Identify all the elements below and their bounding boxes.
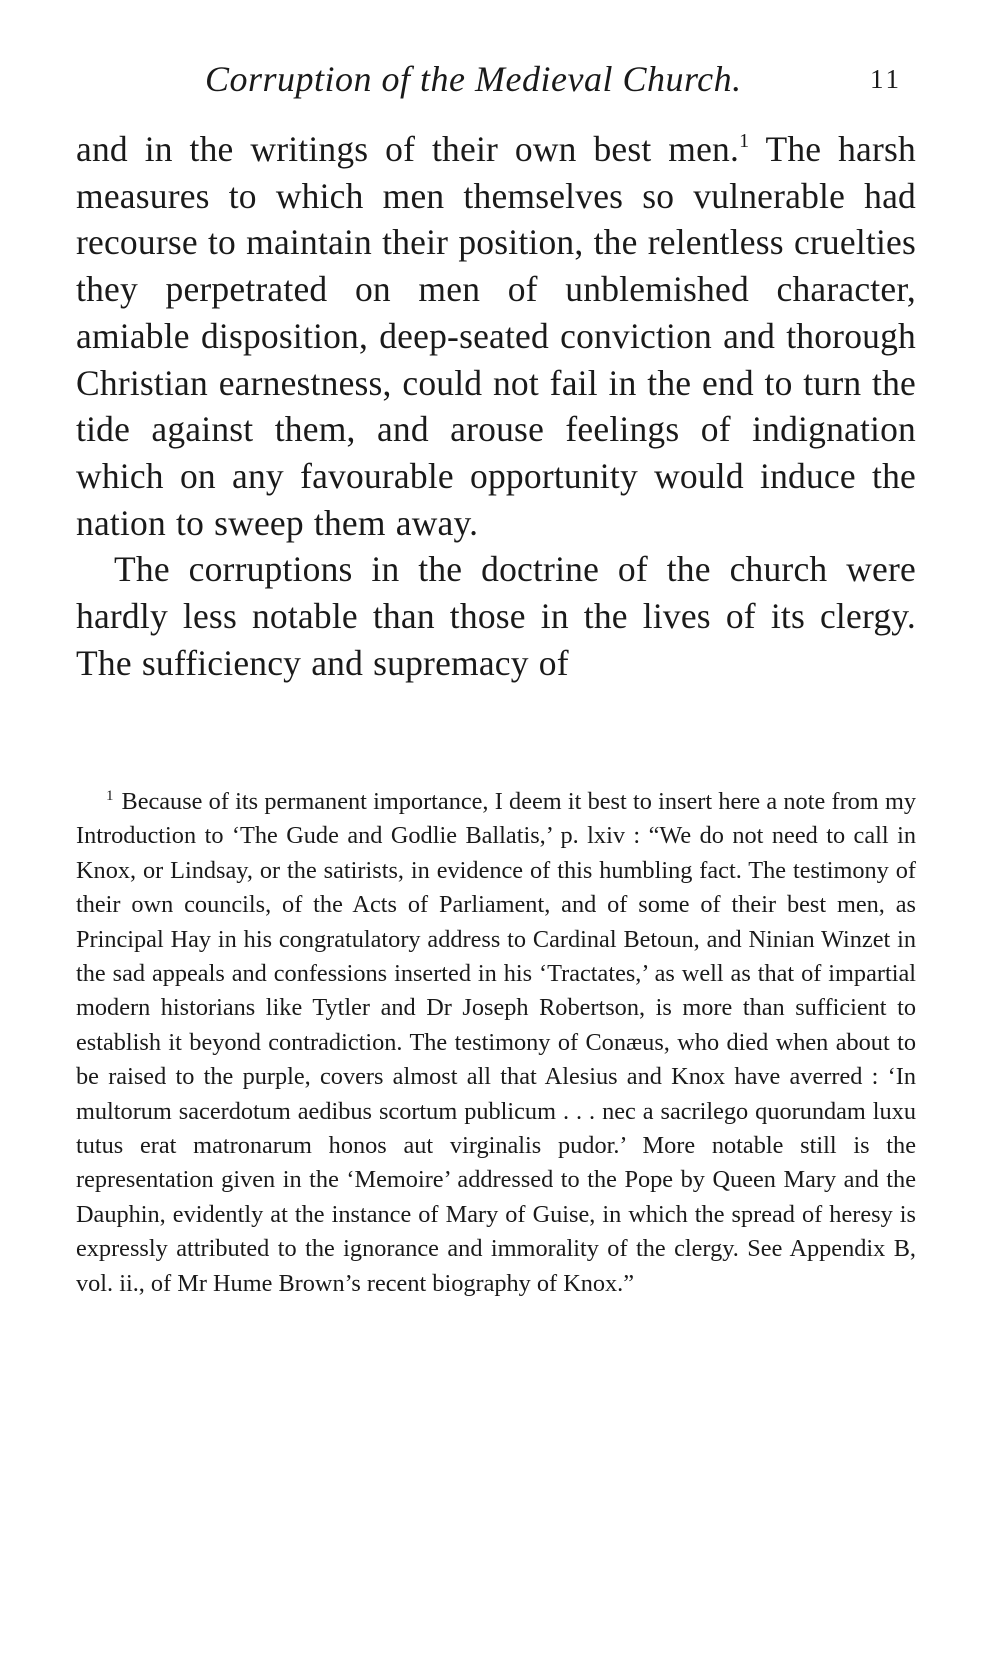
paragraph-1-text-start: and in the writings of their own best men. [76,129,740,169]
footnote-number: 1 [106,788,114,804]
footnote-paragraph [76,785,916,1301]
running-head [0,52,1000,102]
page-number: 11 [870,64,902,94]
main-text [76,126,916,686]
footnote-reference: 1 [739,130,750,152]
footnote [76,785,916,1301]
footnote-text: Because of its permanent importance, I deem it best to insert here a note from my Introduction to ‘The Gude and Godlie Ballatis,’ p. lxiv : “We do not need to call in Knox, or Lindsay, or the satirists, in evidence of this humbling fact. The testimony of their own councils, of the Acts of Parliament, and of some of their best men, as Principal Hay in his congratulatory address to Cardinal Betoun, and Ninian Winzet in the sad appeals and confessions inserted in his ‘Tractates,’ as well as that of impartial modern historians like Tytler and Dr Joseph Robertson, is more than sufficient to establish it beyond contradiction. The testimony of Conæus, who died when about to be raised to the purple, covers almost all that Alesius and Knox have averred : ‘In multorum sacerdotum aedibus scortum publicum . . . nec a sacrilego quorundam luxu tutus erat matronarum honos aut virginalis pudor.’ More notable still is the representation given in the ‘Memoire’ addressed to the Pope by Queen Mary and the Dauphin, evidently at the instance of Mary of Guise, in which the spread of heresy is expressly attributed to the ignorance and immorality of the clergy. See Appendix B, vol. ii., of Mr Hume Brown’s recent biography of Knox.” [76,788,916,1297]
paragraph-1-text-end: The harsh measures to which men themselves so vulnerable had recourse to maintain their position, the relentless cruelties they perpetrated on men of unblemished character, amiable disposition, deep-seated conviction and thorough Christian earnestness, could not fail in the end to turn the tide against them, and arouse feelings of indignation which on any favourable opportunity would induce the nation to sweep them away. [76,129,916,543]
running-title: Corruption of the Medieval Church. [205,59,742,99]
paragraph-2: The corruptions in the doctrine of the church were hardly less notable than those in the lives of its clergy. The sufficiency and supremacy of [76,549,916,683]
paragraph-1 [76,126,916,546]
